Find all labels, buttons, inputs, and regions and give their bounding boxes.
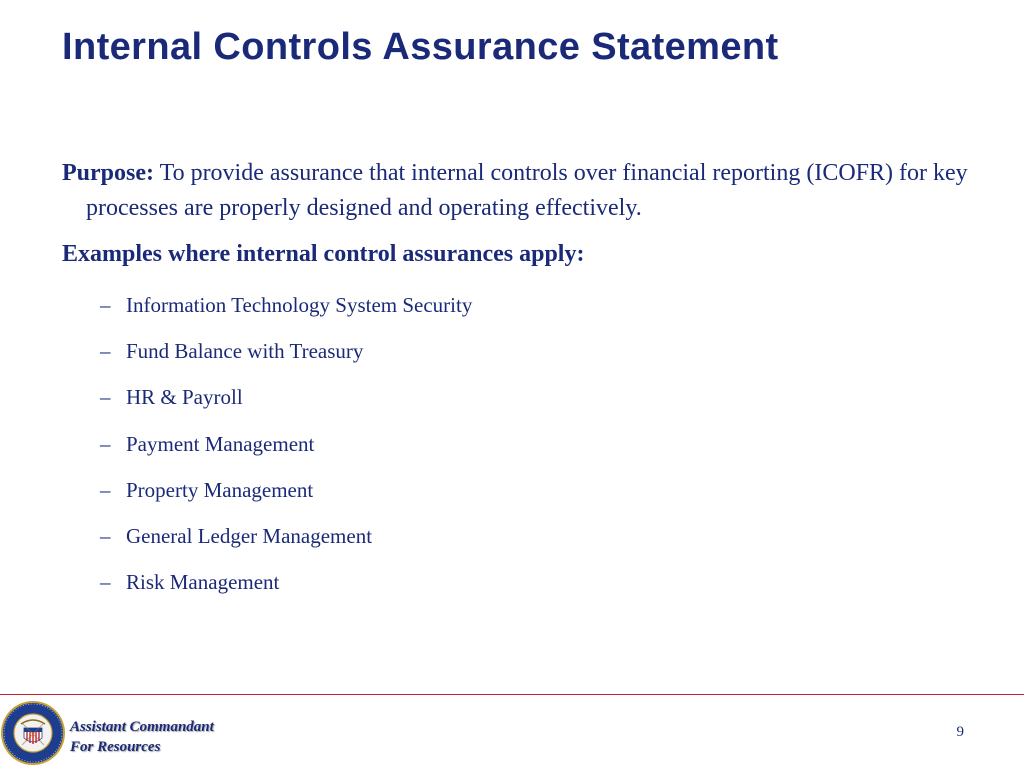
dash-marker: –: [100, 431, 111, 456]
list-item-text: General Ledger Management: [126, 523, 373, 548]
list-item: [100, 568, 472, 614]
dash-marker: –: [100, 385, 111, 410]
examples-heading: Examples where internal control assurances apply:: [62, 241, 585, 267]
dash-marker: –: [100, 339, 111, 364]
list-item-text: Property Management: [126, 477, 314, 502]
list-item-text: Risk Management: [126, 570, 280, 595]
list-item: [100, 522, 472, 568]
list-item: [100, 383, 472, 429]
coast-guard-seal-icon: [0, 700, 66, 766]
dash-marker: –: [100, 293, 111, 317]
list-item-text: HR & Payroll: [126, 385, 243, 410]
list-item-text: Fund Balance with Treasury: [126, 339, 364, 364]
page-number: 9: [956, 724, 964, 740]
organization-name-line1: Assistant Commandant: [70, 719, 214, 735]
dash-marker: –: [100, 523, 111, 548]
examples-list: [100, 291, 472, 614]
slide-title: Internal Controls Assurance Statement: [62, 26, 779, 68]
list-item: [100, 476, 472, 522]
list-item: [100, 291, 472, 337]
dash-marker: –: [100, 570, 111, 595]
dash-marker: –: [100, 477, 111, 502]
organization-name: [70, 717, 214, 757]
list-item: [100, 430, 472, 476]
purpose-label: Purpose:: [62, 160, 154, 186]
list-item: [100, 337, 472, 383]
list-item-text: Information Technology System Security: [126, 293, 473, 317]
purpose-text: To provide assurance that internal controls over financial reporting (ICOFR) for key processes are properly designed and operating effectively.: [86, 160, 968, 221]
organization-name-line2: For Resources: [70, 739, 161, 755]
footer-divider: [0, 694, 1024, 695]
list-item-text: Payment Management: [126, 431, 315, 456]
purpose-paragraph: [62, 156, 986, 226]
